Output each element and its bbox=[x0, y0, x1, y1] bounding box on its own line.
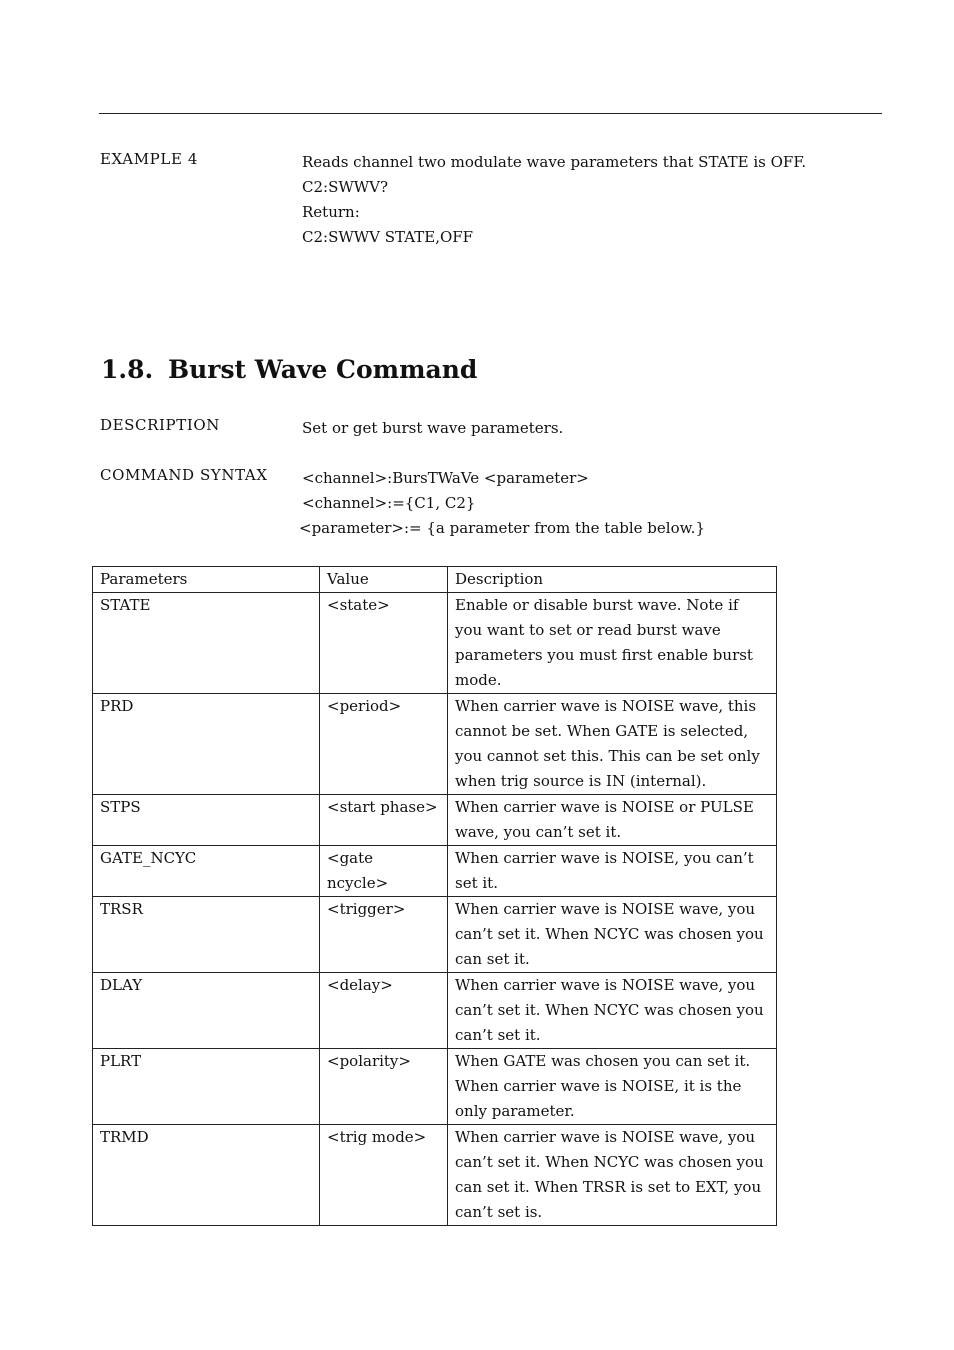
param-cell: PRD bbox=[93, 694, 320, 795]
description-cell: When carrier wave is NOISE wave, you can’t set it. When NCYC was chosen you can’t set it. bbox=[448, 973, 777, 1049]
value-cell: <start phase> bbox=[320, 795, 448, 846]
table-row bbox=[93, 897, 777, 973]
value-cell: <trig mode> bbox=[320, 1125, 448, 1226]
table-row bbox=[93, 846, 777, 897]
section-title: Burst Wave Command bbox=[168, 355, 478, 384]
param-cell: TRMD bbox=[93, 1125, 320, 1226]
header-value: Value bbox=[320, 567, 448, 593]
table-row bbox=[93, 1125, 777, 1226]
table-row bbox=[93, 694, 777, 795]
value-cell: <delay> bbox=[320, 973, 448, 1049]
table-row bbox=[93, 795, 777, 846]
example-content bbox=[302, 150, 806, 250]
syntax-line: <channel>:BursTWaVe <parameter> bbox=[302, 469, 589, 487]
param-cell: STPS bbox=[93, 795, 320, 846]
description-cell: When carrier wave is NOISE, you can’t set it. bbox=[448, 846, 777, 897]
table-header-row bbox=[93, 567, 777, 593]
value-cell: <state> bbox=[320, 593, 448, 694]
param-cell: TRSR bbox=[93, 897, 320, 973]
example-line: Return: bbox=[302, 203, 360, 221]
description-label: DESCRIPTION bbox=[100, 416, 220, 434]
param-cell: STATE bbox=[93, 593, 320, 694]
table-row bbox=[93, 973, 777, 1049]
section-heading bbox=[101, 352, 477, 388]
syntax-line: <parameter>:= {a parameter from the table below.} bbox=[299, 519, 705, 537]
section-number: 1.8. bbox=[101, 355, 154, 384]
syntax-content bbox=[299, 466, 705, 541]
table-row bbox=[93, 593, 777, 694]
description-cell: Enable or disable burst wave. Note if you want to set or read burst wave parameters you must first enable burst mode. bbox=[448, 593, 777, 694]
table-row bbox=[93, 1049, 777, 1125]
header-parameters: Parameters bbox=[93, 567, 320, 593]
example-line: Reads channel two modulate wave parameters that STATE is OFF. bbox=[302, 153, 807, 171]
value-cell: <polarity> bbox=[320, 1049, 448, 1125]
description-cell: When carrier wave is NOISE wave, you can’t set it. When NCYC was chosen you can set it. When TRSR is set to EXT, you can’t set is. bbox=[448, 1125, 777, 1226]
example-line: C2:SWWV STATE,OFF bbox=[302, 228, 474, 246]
value-cell: <period> bbox=[320, 694, 448, 795]
description-cell: When carrier wave is NOISE wave, this cannot be set. When GATE is selected, you cannot set this. This can be set only when trig source is IN (internal). bbox=[448, 694, 777, 795]
syntax-label: COMMAND SYNTAX bbox=[100, 466, 268, 484]
syntax-line: <channel>:={C1, C2} bbox=[302, 494, 476, 512]
header-rule bbox=[99, 113, 882, 114]
param-cell: PLRT bbox=[93, 1049, 320, 1125]
value-cell: <trigger> bbox=[320, 897, 448, 973]
value-cell: <gate ncycle> bbox=[320, 846, 448, 897]
param-cell: GATE_NCYC bbox=[93, 846, 320, 897]
example-label: EXAMPLE 4 bbox=[100, 150, 199, 168]
description-cell: When carrier wave is NOISE wave, you can’t set it. When NCYC was chosen you can set it. bbox=[448, 897, 777, 973]
example-line: C2:SWWV? bbox=[302, 178, 389, 196]
parameters-table bbox=[92, 566, 777, 1226]
param-cell: DLAY bbox=[93, 973, 320, 1049]
description-text: Set or get burst wave parameters. bbox=[302, 419, 564, 437]
description-cell: When GATE was chosen you can set it. When carrier wave is NOISE, it is the only parameter. bbox=[448, 1049, 777, 1125]
header-description: Description bbox=[448, 567, 777, 593]
description-cell: When carrier wave is NOISE or PULSE wave, you can’t set it. bbox=[448, 795, 777, 846]
